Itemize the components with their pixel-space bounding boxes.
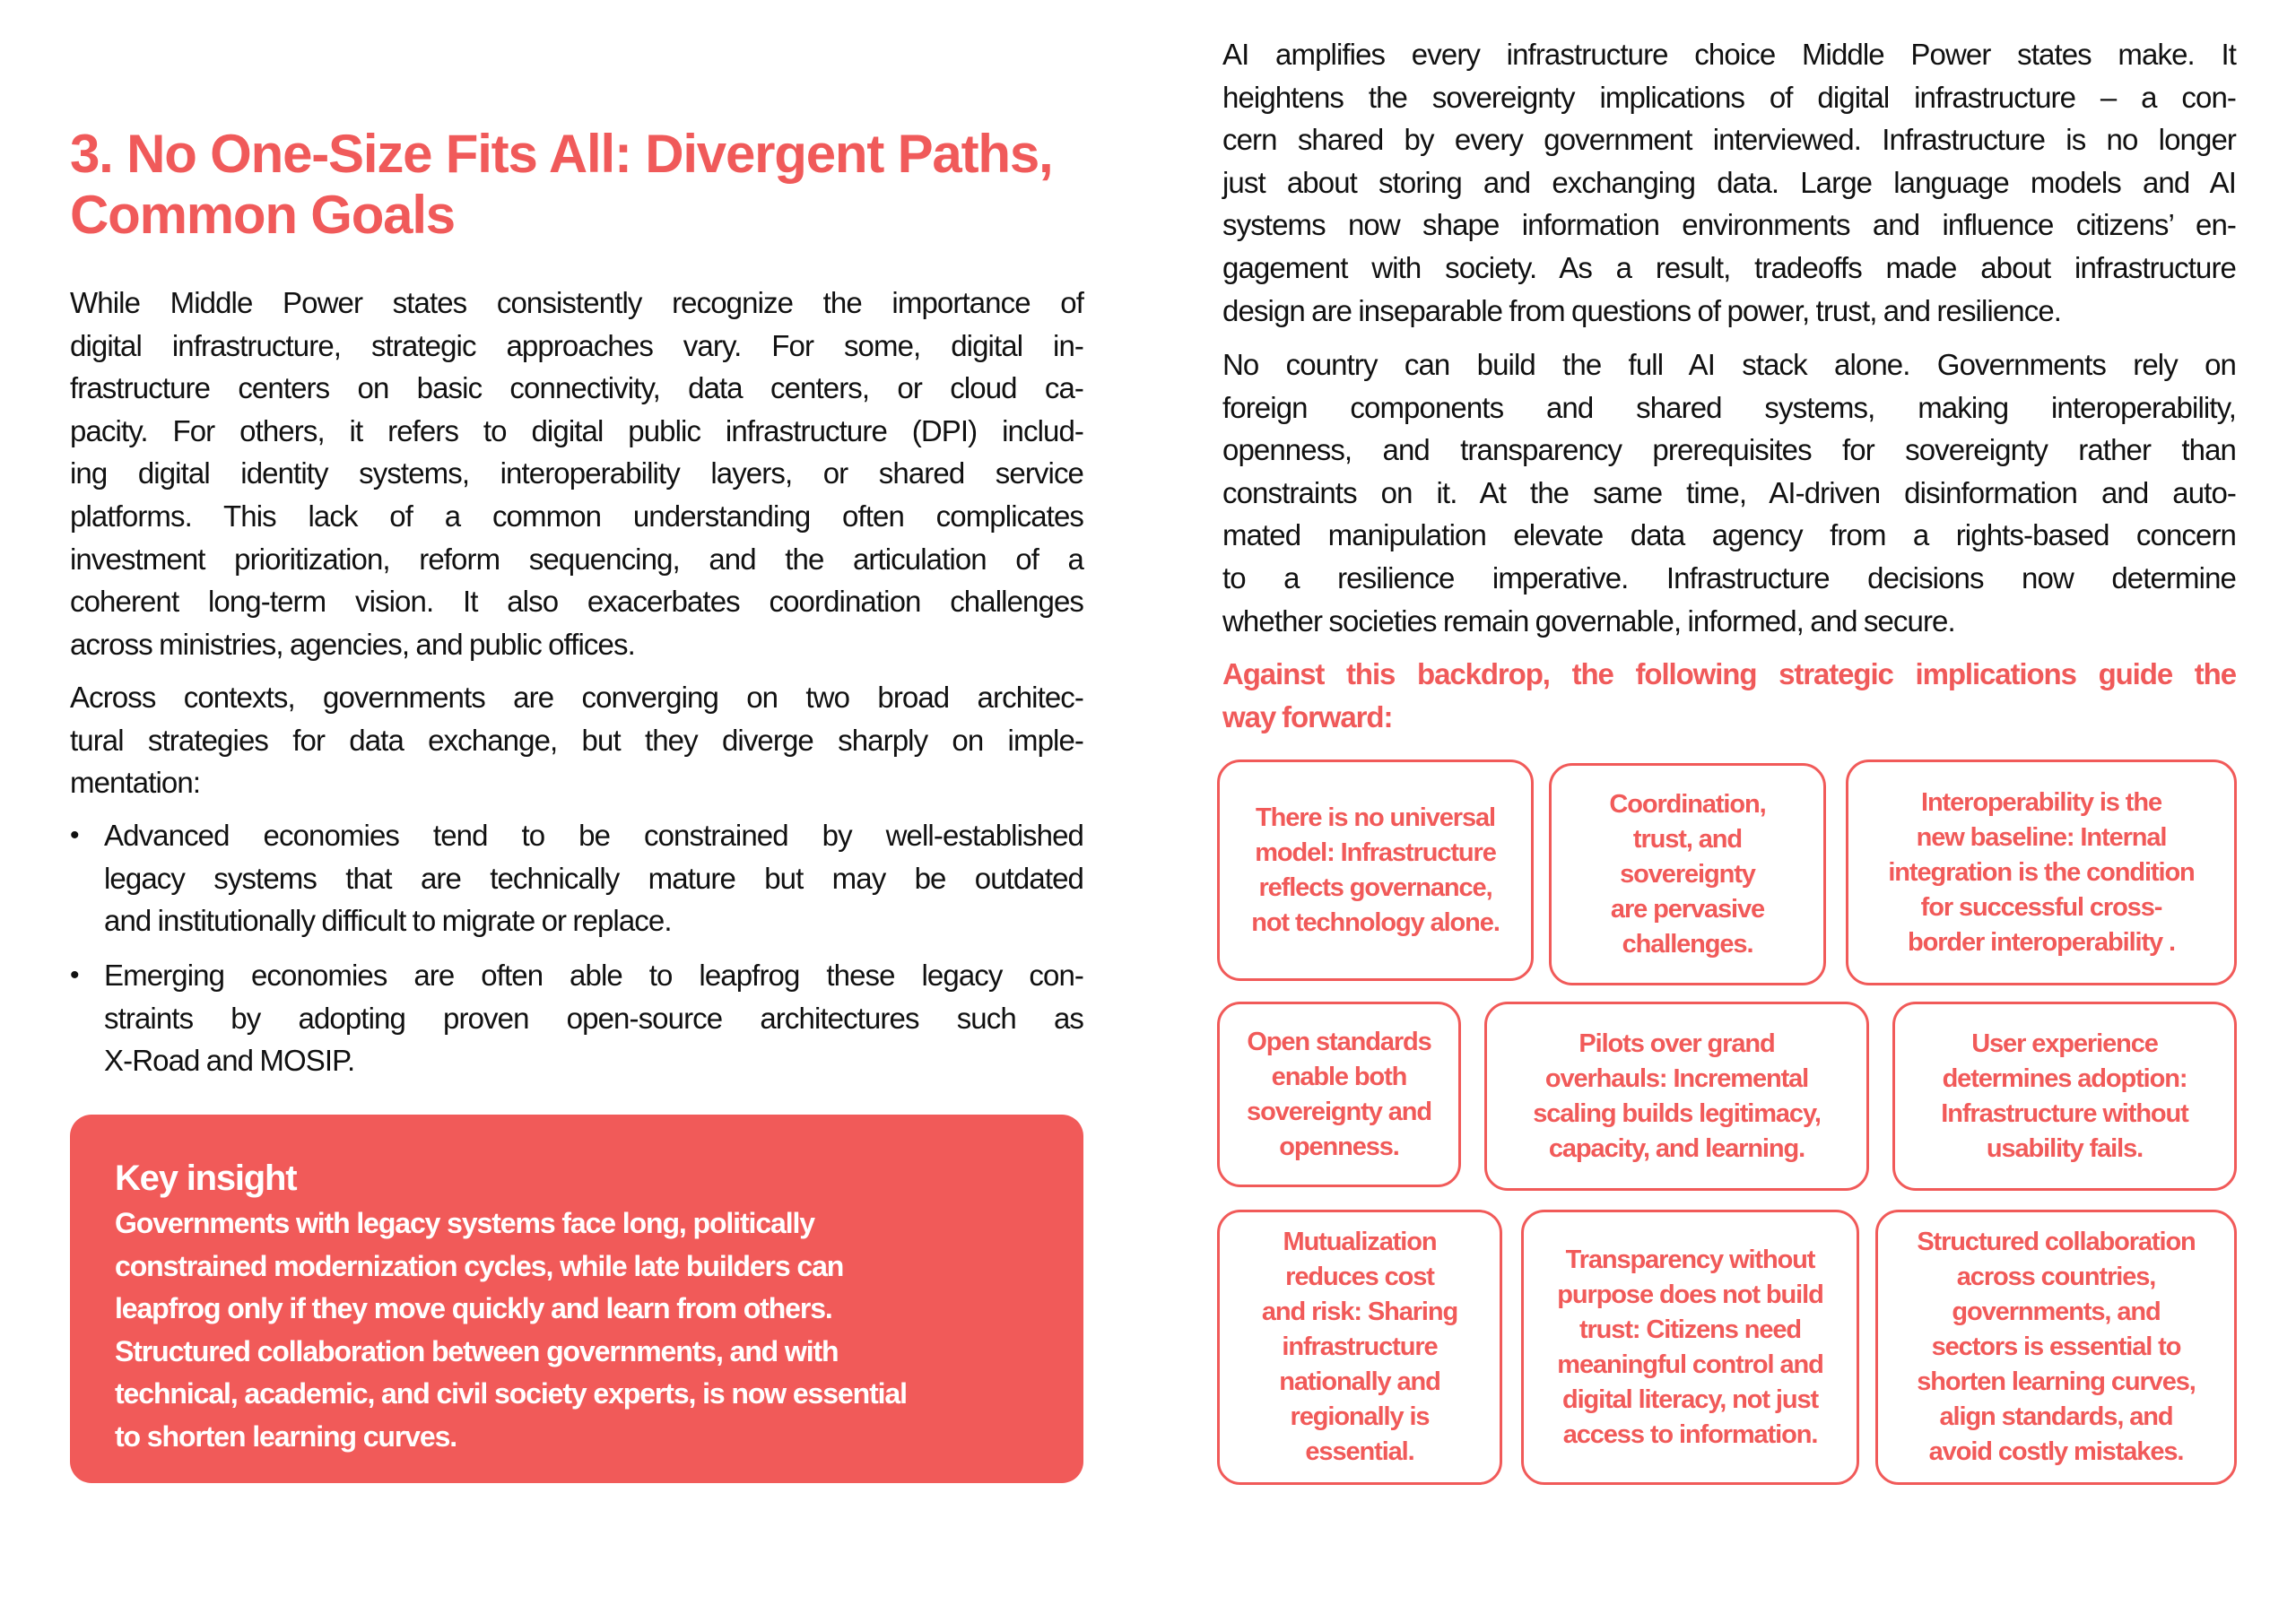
card-line: meaningful control and xyxy=(1557,1350,1823,1379)
card-text xyxy=(1879,785,2203,960)
text-line: leapfrog only if they move quickly and learn from others. xyxy=(115,1292,832,1325)
card-line: Pilots over grand xyxy=(1578,1028,1775,1058)
card-line: sectors is essential to xyxy=(1931,1332,2181,1361)
text-line: openness, and transparency prerequisites for sovereignty rather than xyxy=(1222,433,2236,467)
text-line: across ministries, agencies, and public offices. xyxy=(70,627,635,661)
card-text xyxy=(1932,1027,2196,1167)
text-line: mentation: xyxy=(70,766,201,800)
implication-card xyxy=(1217,1210,1502,1485)
text-line: coherent long-term vision. It also exacerbates coordination challenges xyxy=(70,585,1083,619)
card-line: overhauls: Incremental xyxy=(1544,1063,1809,1093)
text-line: constraints on it. At the same time, AI-driven disinformation and auto- xyxy=(1222,475,2236,509)
text-line: Across contexts, governments are converging on two broad architec- xyxy=(70,681,1083,714)
implication-card xyxy=(1875,1210,2237,1485)
key-insight-title: Key insight xyxy=(115,1159,297,1198)
text-line: whether societies remain governable, informed, and secure. xyxy=(1222,603,1955,638)
card-line: across countries, xyxy=(1956,1263,2156,1291)
card-line: Interoperability is the xyxy=(1920,787,2161,817)
text-line: Governments with legacy systems face long, politically xyxy=(115,1207,814,1239)
card-line: model: Infrastructure xyxy=(1255,838,1496,867)
card-text xyxy=(1238,1025,1440,1165)
card-line: new baseline: Internal xyxy=(1916,822,2167,852)
text-line: systems now shape information environments and influence citizens’ en- xyxy=(1222,208,2236,242)
text-line: constrained modernization cycles, while late builders can xyxy=(115,1249,844,1282)
card-line: not technology alone. xyxy=(1251,907,1500,937)
card-line: border interoperability . xyxy=(1907,927,2175,957)
text-line: Structured collaboration between governments, and with xyxy=(115,1334,839,1367)
card-text xyxy=(1524,1027,1830,1167)
text-line: Advanced economies tend to be constrained by well-established xyxy=(104,819,1083,852)
text-line: digital infrastructure, strategic approaches vary. For some, digital in- xyxy=(70,328,1083,362)
implication-card xyxy=(1521,1210,1859,1485)
heading-line: Common Goals xyxy=(70,185,455,245)
card-line: There is no universal xyxy=(1255,803,1495,832)
text-line: to a resilience imperative. Infrastructure decisions now determine xyxy=(1222,560,2236,595)
bullet-text xyxy=(104,814,1083,942)
card-line: reduces cost xyxy=(1285,1263,1434,1291)
text-line: X-Road and MOSIP. xyxy=(104,1044,355,1078)
text-line: Emerging economies are often able to leapfrog these legacy con- xyxy=(104,959,1083,992)
card-text xyxy=(1600,787,1774,962)
right-paragraph-2 xyxy=(1222,343,2236,642)
implication-card xyxy=(1484,1002,1869,1191)
bullet-icon: • xyxy=(70,960,80,990)
card-line: regionally is xyxy=(1290,1402,1430,1431)
text-line: cern shared by every government interviewed. Infrastructure is no longer xyxy=(1222,123,2236,157)
text-line: frastructure centers on basic connectivity, data centers, or cloud ca- xyxy=(70,371,1083,405)
text-line: straints by adopting proven open-source architectures such as xyxy=(104,1001,1083,1035)
card-line: for successful cross- xyxy=(1920,892,2162,922)
implications-lead-in xyxy=(1222,653,2236,738)
card-line: determines adoption: xyxy=(1942,1063,2187,1093)
card-line: integration is the condition xyxy=(1888,857,2195,887)
card-text xyxy=(1242,801,1509,941)
bullet-text xyxy=(104,954,1083,1082)
text-line: to shorten learning curves. xyxy=(115,1419,457,1453)
left-paragraph-2 xyxy=(70,676,1083,804)
text-line: legacy systems that are technically mature but may be outdated xyxy=(104,861,1083,895)
card-line: trust: Citizens need xyxy=(1578,1315,1802,1344)
card-line: User experience xyxy=(1971,1028,2158,1058)
text-line: tural strategies for data exchange, but they diverge sharply on imple- xyxy=(70,723,1083,757)
text-line: design are inseparable from questions of power, trust, and resilience. xyxy=(1222,293,2062,327)
card-line: infrastructure xyxy=(1282,1332,1438,1361)
card-line: usability fails. xyxy=(1986,1133,2144,1163)
card-line: openness. xyxy=(1279,1132,1399,1161)
card-line: challenges. xyxy=(1622,929,1753,959)
section-heading xyxy=(70,124,1110,246)
key-insight-body xyxy=(115,1202,1065,1459)
heading-line: 3. No One-Size Fits All: Divergent Paths, xyxy=(70,124,1053,184)
card-line: align standards, and xyxy=(1939,1402,2173,1431)
card-line: avoid costly mistakes. xyxy=(1928,1437,2184,1466)
card-line: sovereignty xyxy=(1620,859,1755,889)
text-line: heightens the sovereignty implications of digital infrastructure – a con- xyxy=(1222,80,2236,114)
text-line: mated manipulation elevate data agency from a rights-based concern xyxy=(1222,518,2236,552)
card-line: enable both xyxy=(1271,1062,1407,1091)
card-line: purpose does not build xyxy=(1557,1280,1823,1309)
text-line: gagement with society. As a result, tradeoffs made about infrastructure xyxy=(1222,250,2236,284)
card-line: access to information. xyxy=(1562,1419,1818,1449)
card-line: essential. xyxy=(1305,1437,1414,1466)
card-line: sovereignty and xyxy=(1247,1097,1431,1126)
text-line: and institutionally difficult to migrate or replace. xyxy=(104,904,672,938)
card-line: nationally and xyxy=(1279,1367,1440,1396)
text-line: ing digital identity systems, interoperability layers, or shared service xyxy=(70,456,1083,490)
text-line: technical, academic, and civil society experts, is now essential xyxy=(115,1377,907,1410)
card-line: Structured collaboration xyxy=(1917,1228,2196,1256)
card-line: Infrastructure without xyxy=(1941,1098,2188,1128)
card-line: shorten learning curves, xyxy=(1917,1367,2196,1396)
left-paragraph-1 xyxy=(70,282,1083,665)
text-line: While Middle Power states consistently recognize the importance of xyxy=(70,286,1083,319)
card-line: are pervasive xyxy=(1610,894,1765,924)
implication-card xyxy=(1846,759,2237,985)
card-line: Coordination, xyxy=(1609,789,1766,819)
card-line: Transparency without xyxy=(1565,1245,1815,1274)
card-line: digital literacy, not just xyxy=(1561,1384,1819,1414)
key-insight-callout xyxy=(70,1115,1083,1483)
implication-card xyxy=(1217,1002,1461,1187)
card-line: Open standards xyxy=(1247,1027,1431,1056)
card-text xyxy=(1908,1225,2204,1470)
text-line: just about storing and exchanging data. Large language models and AI xyxy=(1222,165,2236,199)
card-line: capacity, and learning. xyxy=(1548,1133,1805,1163)
text-line: Against this backdrop, the following strategic implications guide the xyxy=(1222,657,2236,690)
text-line: way forward: xyxy=(1222,699,1393,733)
text-line: pacity. For others, it refers to digital public infrastructure (DPI) includ- xyxy=(70,413,1083,447)
implication-card xyxy=(1549,763,1826,985)
text-line: AI amplifies every infrastructure choice Middle Power states make. It xyxy=(1222,38,2236,71)
implication-card xyxy=(1217,759,1534,981)
text-line: investment prioritization, reform sequencing, and the articulation of a xyxy=(70,542,1083,576)
implication-card xyxy=(1892,1002,2237,1191)
card-text xyxy=(1253,1225,1466,1470)
card-text xyxy=(1548,1243,1831,1453)
card-line: scaling builds legitimacy, xyxy=(1533,1098,1821,1128)
text-line: No country can build the full AI stack alone. Governments rely on xyxy=(1222,348,2236,381)
text-line: foreign components and shared systems, making interoperability, xyxy=(1222,390,2236,424)
card-line: governments, and xyxy=(1952,1298,2161,1326)
card-line: trust, and xyxy=(1632,824,1743,854)
bullet-icon: • xyxy=(70,820,80,850)
card-line: reflects governance, xyxy=(1258,872,1492,902)
text-line: platforms. This lack of a common understanding often complicates xyxy=(70,499,1083,533)
card-line: and risk: Sharing xyxy=(1261,1298,1458,1326)
card-line: Mutualization xyxy=(1283,1228,1437,1256)
right-paragraph-1 xyxy=(1222,33,2236,332)
